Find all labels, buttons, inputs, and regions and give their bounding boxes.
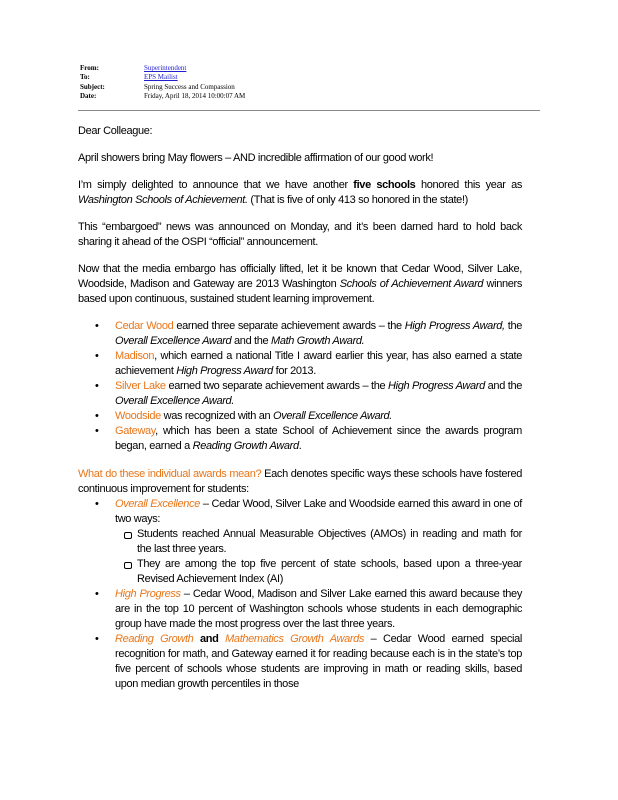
from-label: From: xyxy=(80,64,99,72)
subject-label: Subject: xyxy=(80,82,105,91)
date-value: Friday, April 18, 2014 10:00:07 AM xyxy=(144,91,246,100)
paragraph-4: Now that the media embargo has officially lifted, let it be known that Cedar Wood, Silver Lake, Woodside, Madison and Gateway are 2013 Washington Schools of Achievement Award winners based upon continuous, sustained student learning improvement. xyxy=(78,263,522,305)
school-cedar-wood: Cedar Wood xyxy=(115,320,174,332)
list-item: • High Progress – Cedar Wood, Madison and Silver Lake earned this award because they are in the top 10 percent of Washington schools whose students in each demographic group have made the most progress over the last three years. xyxy=(78,587,522,632)
to-link[interactable]: EPS Mailist xyxy=(144,73,178,82)
list-item: • Gateway, which has been a state School of Achievement since the awards program began, earned a Reading Growth Award. xyxy=(78,424,522,454)
header-divider xyxy=(78,110,540,111)
list-item: They are among the top five percent of state schools, based upon a three-year Revised Achievement Index (AI) xyxy=(121,557,522,587)
paragraph-2: I’m simply delighted to announce that we have another five schools honored this year as Washington Schools of Achievement. (That is five of only 413 so honored in the state!) xyxy=(78,179,522,206)
criteria-list xyxy=(121,527,522,587)
school-madison: Madison xyxy=(115,350,155,362)
email-header xyxy=(80,64,245,101)
from-link[interactable]: Superintendent xyxy=(144,64,187,72)
list-item: • Overall Excellence – Cedar Wood, Silver Lake and Woodside earned this award in one of two ways: Students reached Annual Measurable Objectives (AMOs) in reading and math for the last three years. They are among the top five percent of state schools, based upon a three-year Revised Achievement Index (AI) xyxy=(78,497,522,587)
subject-value: Spring Success and Compassion xyxy=(144,82,235,91)
greeting: Dear Colleague: xyxy=(78,125,153,137)
paragraph-5: What do these individual awards mean? Each denotes specific ways these schools have fostered continuous improvement for students: xyxy=(78,468,522,495)
date-label: Date: xyxy=(80,91,97,100)
school-list xyxy=(78,319,522,454)
list-item: • Reading Growth and Mathematics Growth Awards – Cedar Wood earned special recognition for math, and Gateway earned it for reading because each is in the state’s top five percent of schools whose students are improving in math or reading skills, based upon median growth percentiles in those xyxy=(78,632,522,692)
email-body xyxy=(78,124,522,692)
list-item: • Cedar Wood earned three separate achievement awards – the High Progress Award, the Overall Excellence Award and the Math Growth Award. xyxy=(78,319,522,349)
school-woodside: Woodside xyxy=(115,410,161,422)
paragraph-1: April showers bring May flowers – AND incredible affirmation of our good work! xyxy=(78,152,434,164)
school-silver-lake: Silver Lake xyxy=(115,380,166,392)
paragraph-3: This “embargoed” news was announced on Monday, and it’s been darned hard to hold back sharing it ahead of the OSPI “official” announcement. xyxy=(78,221,522,248)
school-gateway: Gateway xyxy=(115,425,156,437)
list-item: Students reached Annual Measurable Objectives (AMOs) in reading and math for the last three years. xyxy=(121,527,522,557)
list-item: • Woodside was recognized with an Overall Excellence Award. xyxy=(78,409,522,424)
five-schools: five schools xyxy=(353,179,416,191)
award-list xyxy=(78,497,522,692)
list-item: • Madison, which earned a national Title I award earlier this year, has also earned a state achievement High Progress Award for 2013. xyxy=(78,349,522,379)
list-item: • Silver Lake earned two separate achievement awards – the High Progress Award and the Overall Excellence Award. xyxy=(78,379,522,409)
to-label: To: xyxy=(80,73,90,82)
award-name: Washington Schools of Achievement. xyxy=(78,194,248,206)
